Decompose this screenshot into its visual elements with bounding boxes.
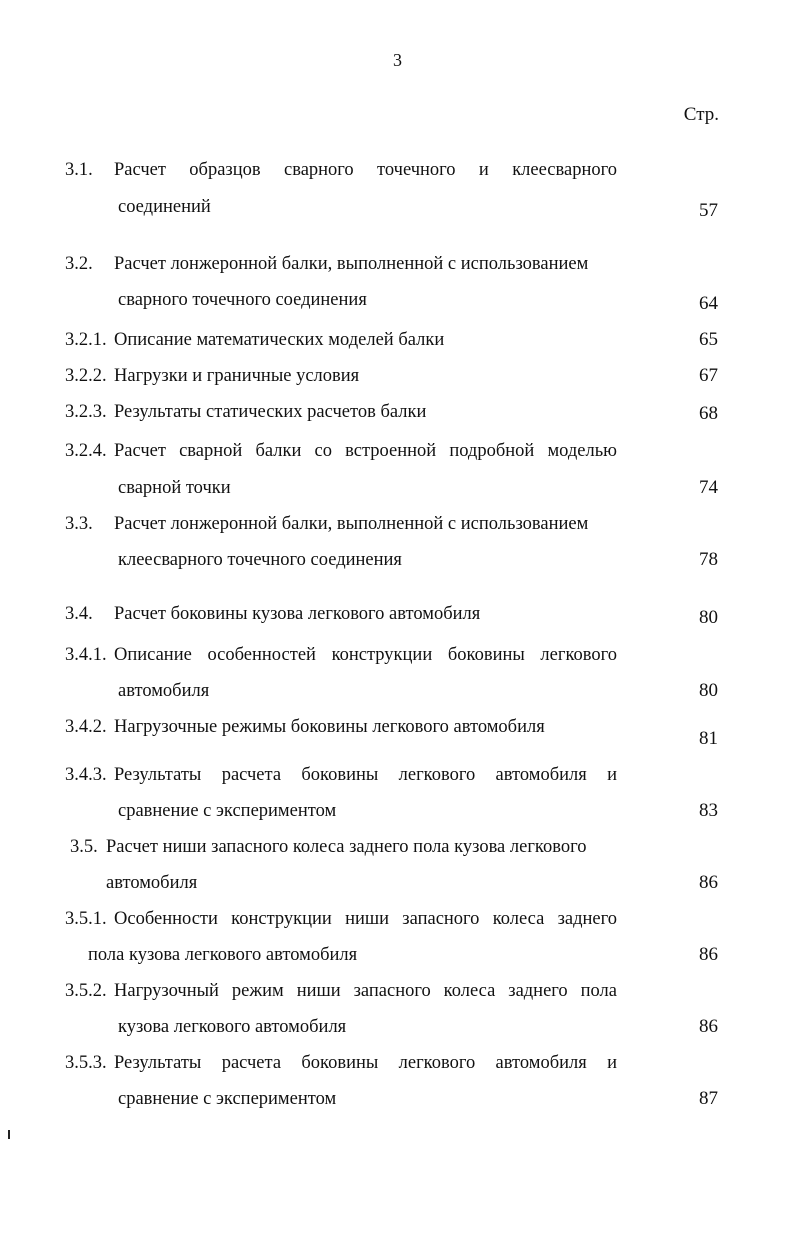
toc-entry-number: 3.4.3. — [65, 765, 107, 785]
toc-entry-number: 3.3. — [65, 514, 93, 534]
toc-entry-page: 74 — [699, 477, 718, 498]
toc-entry-page: 68 — [699, 403, 718, 424]
toc-entry-title-continuation: клеесварного точечного соединения — [118, 550, 402, 570]
toc-entry-title-continuation: автомобиля — [106, 873, 198, 893]
toc-entry-page: 64 — [699, 293, 718, 314]
toc-entry-title: Описание математических моделей балки — [114, 330, 445, 350]
toc-entry-title: Нагрузки и граничные условия — [114, 366, 360, 386]
toc-entry-page: 65 — [699, 329, 718, 350]
toc-entry-number: 3.2.1. — [65, 330, 107, 350]
toc-entry-number: 3.1. — [65, 160, 93, 180]
toc-entry-title: Нагрузочные режимы боковины легкового автомобиля — [114, 717, 545, 737]
toc-entry-title: Расчет боковины кузова легкового автомобиля — [114, 604, 481, 624]
toc-entry-number: 3.4.2. — [65, 717, 107, 737]
toc-entry-title: Расчет образцов сварного точечного и клеесварного — [114, 160, 617, 180]
toc-entry-page: 86 — [699, 1016, 718, 1037]
toc-entry-number: 3.5.1. — [65, 909, 107, 929]
toc-entry-title: Расчет сварной балки со встроенной подробной моделью — [114, 441, 617, 461]
toc-entry-title: Описание особенностей конструкции боковины легкового — [114, 645, 617, 665]
toc-entry-number: 3.2.3. — [65, 402, 107, 422]
toc-entry-title-continuation: пола кузова легкового автомобиля — [88, 945, 358, 965]
page-number: 3 — [393, 50, 402, 70]
toc-entry-page: 80 — [699, 680, 718, 701]
toc-entry-title-continuation: сравнение с экспериментом — [118, 801, 337, 821]
toc-entry-title: Результаты расчета боковины легкового автомобиля и — [114, 1053, 617, 1073]
toc-entry-title-continuation: сварного точечного соединения — [118, 290, 367, 310]
toc-entry-number: 3.4.1. — [65, 645, 107, 665]
toc-entry-number: 3.2.4. — [65, 441, 107, 461]
page-column-header: Стр. — [683, 104, 719, 125]
toc-entry-title-continuation: сравнение с экспериментом — [118, 1089, 337, 1109]
scan-mark — [8, 1130, 10, 1139]
toc-entry-number: 3.4. — [65, 604, 93, 624]
toc-entry-title-continuation: сварной точки — [118, 478, 231, 498]
toc-entry-page: 87 — [699, 1088, 718, 1109]
toc-entry-title: Расчет лонжеронной балки, выполненной с использованием — [114, 514, 589, 534]
toc-entry-page: 83 — [699, 800, 718, 821]
toc-entry-number: 3.2.2. — [65, 366, 107, 386]
toc-entry-title: Расчет лонжеронной балки, выполненной с использованием — [114, 254, 589, 274]
toc-entry-number: 3.5.3. — [65, 1053, 107, 1073]
toc-entry-page: 80 — [699, 607, 718, 628]
toc-entry-title-continuation: кузова легкового автомобиля — [118, 1017, 347, 1037]
toc-entry-number: 3.5.2. — [65, 981, 107, 1001]
toc-entry-page: 81 — [699, 728, 718, 749]
toc-entry-title-continuation: автомобиля — [118, 681, 210, 701]
toc-entry-title: Расчет ниши запасного колеса заднего пола кузова легкового — [106, 837, 587, 857]
toc-entry-number: 3.2. — [65, 254, 93, 274]
toc-entry-title: Особенности конструкции ниши запасного колеса заднего — [114, 909, 617, 929]
toc-entry-page: 78 — [699, 549, 718, 570]
toc-entry-page: 86 — [699, 872, 718, 893]
toc-entry-title: Нагрузочный режим ниши запасного колеса заднего пола — [114, 981, 617, 1001]
toc-entry-title: Результаты статических расчетов балки — [114, 402, 427, 422]
toc-entry-title-continuation: соединений — [118, 197, 211, 217]
toc-entry-page: 86 — [699, 944, 718, 965]
toc-entry-number: 3.5. — [70, 837, 98, 857]
toc-entry-page: 67 — [699, 365, 718, 386]
toc-entry-page: 57 — [699, 200, 718, 221]
toc-entry-title: Результаты расчета боковины легкового автомобиля и — [114, 765, 617, 785]
